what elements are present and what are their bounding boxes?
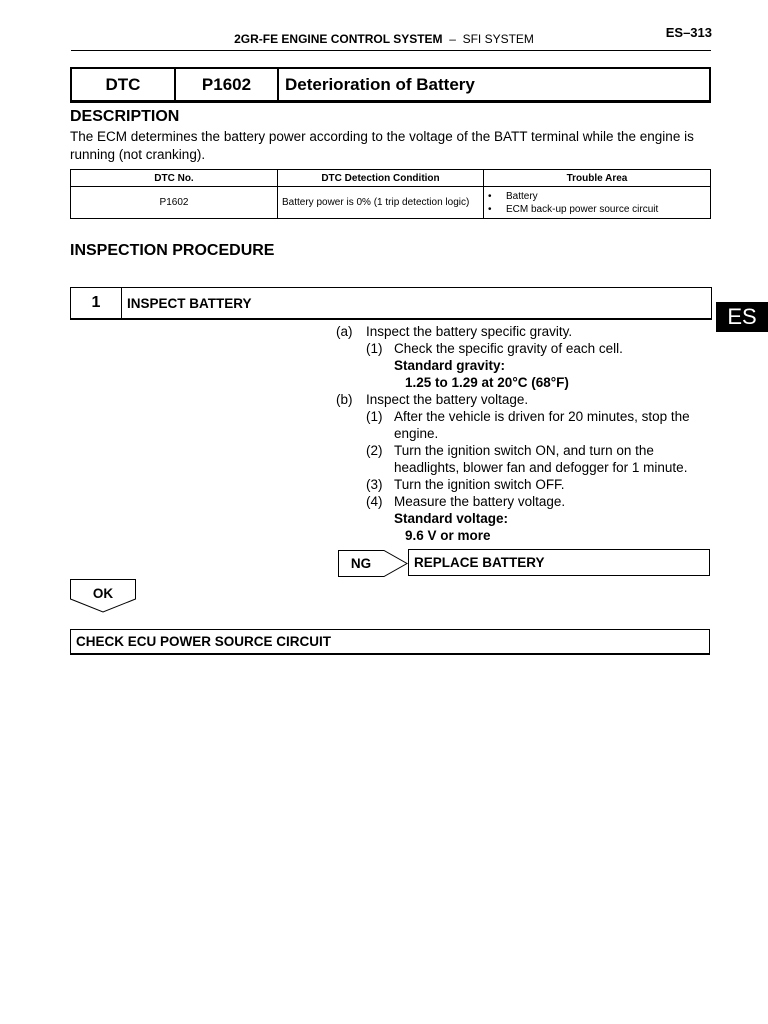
dtc-label: DTC: [72, 69, 176, 100]
substep-label: (3): [366, 477, 383, 492]
substep-text: Turn the ignition switch ON, and turn on the: [394, 443, 654, 458]
list-item: [488, 190, 706, 203]
trouble-area-item: Battery: [506, 190, 538, 202]
procedure-steps: [336, 323, 716, 544]
table-header-condition: DTC Detection Condition: [278, 170, 484, 187]
standard-gravity-label: Standard gravity:: [394, 358, 506, 373]
inspection-heading: INSPECTION PROCEDURE: [70, 242, 275, 259]
standard-gravity-value: 1.25 to 1.29 at 20°C (68°F): [405, 375, 569, 390]
substep-text: Measure the battery voltage.: [394, 494, 566, 509]
substep-text: engine.: [394, 426, 439, 441]
procedure-line: [336, 408, 716, 425]
step-label: (a): [336, 324, 353, 339]
trouble-area-list: [488, 190, 706, 216]
trouble-area-item: ECM back-up power source circuit: [506, 203, 659, 215]
description-text: The ECM determines the battery power according to the voltage of the BATT terminal while the engine is running (not cranking).: [70, 129, 694, 162]
standard-voltage-value: 9.6 V or more: [405, 528, 491, 543]
substep-label: (4): [366, 494, 383, 509]
substep-text: Check the specific gravity of each cell.: [394, 341, 623, 356]
substep-text: headlights, blower fan and defogger for 1 minute.: [394, 460, 688, 475]
step-number: 1: [71, 288, 122, 318]
procedure-line: [336, 476, 716, 493]
step-text: Inspect the battery voltage.: [366, 392, 529, 407]
ng-label: NG: [350, 556, 372, 571]
ng-result-box: REPLACE BATTERY: [408, 549, 710, 576]
table-header-trouble-area: Trouble Area: [484, 170, 711, 187]
substep-label: (1): [366, 341, 383, 356]
list-item: [488, 203, 706, 216]
section-tab: ES: [716, 302, 768, 332]
standard-voltage-label: Standard voltage:: [394, 511, 509, 526]
cell-condition: Battery power is 0% (1 trip detection logic): [278, 187, 484, 219]
procedure-line: [336, 459, 716, 476]
step-title: INSPECT BATTERY: [127, 295, 252, 311]
procedure-line: [336, 340, 716, 357]
header-separator: –: [449, 32, 456, 46]
subsystem-title: SFI SYSTEM: [462, 32, 534, 46]
table-row: [71, 187, 711, 219]
dtc-title: Deterioration of Battery: [285, 74, 475, 94]
procedure-line: [336, 493, 716, 510]
step-text: Inspect the battery specific gravity.: [366, 324, 573, 339]
substep-label: (2): [366, 443, 383, 458]
procedure-line: [336, 391, 716, 408]
page-number: ES–313: [665, 25, 712, 40]
procedure-line: [336, 323, 716, 340]
next-step-box: CHECK ECU POWER SOURCE CIRCUIT: [70, 629, 710, 655]
table-header-row: [71, 170, 711, 187]
cell-dtc-no: P1602: [71, 187, 278, 219]
substep-text: Turn the ignition switch OFF.: [394, 477, 565, 492]
page-header: [0, 32, 768, 46]
step-label: (b): [336, 392, 353, 407]
step-box: [70, 287, 712, 320]
dtc-code: P1602: [176, 69, 279, 100]
procedure-line: [336, 442, 716, 459]
ok-label: OK: [92, 585, 114, 601]
substep-text: After the vehicle is driven for 20 minutes, stop the: [394, 409, 690, 424]
cell-trouble-area: [484, 187, 711, 219]
procedure-line: [336, 425, 716, 442]
dtc-title-box: [70, 67, 711, 103]
table-header-dtc-no: DTC No.: [71, 170, 278, 187]
header-divider: [71, 50, 711, 51]
dtc-table: [70, 169, 711, 219]
bullet-icon: •: [488, 190, 492, 202]
bullet-icon: •: [488, 203, 492, 215]
substep-label: (1): [366, 409, 383, 424]
system-title: 2GR-FE ENGINE CONTROL SYSTEM: [234, 32, 443, 46]
description-heading: DESCRIPTION: [70, 108, 180, 125]
